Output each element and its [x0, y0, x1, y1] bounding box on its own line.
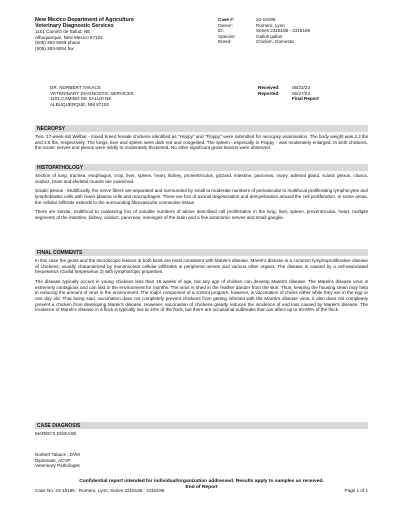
final-comments-section — [35, 249, 368, 313]
final-comments-text-2: The disease typically occurs in young chickens less than 16 weeks of age, but any age of chicken can develop Marek's disease. The Marek's disease virus is extremely contagious and can last in the environment for months. The virus is shed in the feather dander from the skin. Thus, keeping the housing clean may help in reducing the amount of virus in the environment. The major component of a control program, however, is vaccination of chicks either while they are in the egg or one day old. That being said, vaccination does not completely prevent chickens from getting infected with the Marek's disease virus, it also does not completely prevent a chicken from developing Marek's disease. However, vaccination of chickens greatly reduces the incidence of and loss caused by Marek's disease. The incidence of Marek's disease in a flock is typically low at 10% of the flock, but there are occasional outbreaks that can affect up to 50-60% of the flock. — [35, 278, 368, 313]
necropsy-text: Two, 17-week-old Welbar - mixed breed female chickens identified as "Hoppy" and "Floppy" were submitted for necropsy examination. The body weight was 2.2 lbs and 2.6 lbs, respectively. The lungs, liver and spleen were dark red and congested. The spleen - especially in Floppy - was moderately enlarged. In both chickens, the sciatic nerves and plexus were mildly to moderately thickened. No other significant gross lesions were observed. — [35, 133, 368, 151]
footer-case-reference: Case No. 23-18195 - Romero, Lynn; Series 2318195 - 2318196 — [35, 488, 165, 493]
lab-fax: (505) 383-9294 fax — [35, 45, 74, 51]
breed-label: Breed: — [218, 39, 232, 44]
case-diagnosis-text: MAREK'S DISEASE — [35, 430, 77, 436]
client-address-2: ALBUQUERQUE, NM 87102 — [50, 102, 109, 108]
lab-name: New Mexico Department of Agriculture — [35, 17, 134, 23]
necropsy-section — [35, 125, 368, 151]
reported-label: Reported: — [258, 90, 280, 96]
final-comments-text-1: In this case the gross and the microscopic lesions in both birds are most consistent with Marek's disease. Marek's disease is a common lymphoproliferative disease of chickens, usually characterized by mononuclear cellular infiltrates in peripheral nerves and various other organs. The disease is caused by a cell-associated herpesvirus (Gallid herpesvirus 2) with lymphotropic properties. — [35, 257, 368, 275]
pathologist-title-1: Diplomate, ACVP — [35, 457, 71, 463]
case-number-value: 23-18195 — [256, 17, 276, 22]
pathologist-signature — [35, 452, 185, 469]
lab-unit: Veterinary Diagnostic Services — [35, 23, 114, 30]
histopathology-text-2: Sciatic plexus - Multifocally, the nerve fibers are separated and surrounded by small to moderate numbers of perivascular to multifocal proliferating lymphocytes and lymphoblastic cells with fewer plasma cells and macrophages. There are foci of axonal degeneration and demyelination around the cell proliferation. In some areas, the cellular infiltrate extends to the surrounding fibrovascular connective tissue. — [35, 188, 368, 205]
pathologist-title-2: Veterinary Pathologist — [35, 463, 80, 468]
final-comments-heading: FINAL COMMENTS — [35, 249, 368, 256]
histopathology-heading: HISTOPATHOLOGY — [35, 164, 368, 171]
case-diagnosis-section — [35, 422, 368, 437]
necropsy-heading: NECROPSY — [35, 125, 368, 132]
breed-value: Chicken, Domestic — [256, 39, 295, 44]
histopathology-text-1: Section of lung, trachea, esophagus, crop, liver, spleen, heart, kidney, proventriculus, gizzard, intestine, pancreas, ovary, adrenal gland, sciatic plexus, cloaca, oviduct, brain and skeletal muscle are examined. — [35, 172, 368, 184]
histopathology-section — [35, 164, 368, 221]
id-value: Series 2318195 - 2318196 — [256, 28, 311, 33]
species-value: Gallus gallus — [256, 33, 283, 39]
species-label: Species: — [218, 33, 236, 39]
lab-phone: (505) 383-9299 phone — [35, 40, 81, 46]
client-org: VETERINARY DIAGNOSTIC SERVICES — [50, 90, 134, 96]
report-dates — [258, 85, 368, 102]
reported-value: 06/27/23 — [292, 90, 310, 96]
histopathology-text-3: There are similar, multifocal to coalescing foci of variable numbers of above described cell proliferation in the lung, liver, spleen, proventriculus, heart, multiple segments of the intestine, kidney, oviduct, pancreas, meninges of the brain and a few autonomic nerves and small ganglia. — [35, 209, 368, 220]
client-address-1: 1101 CAMINO DE SALUD NE — [50, 96, 112, 102]
report-status: Final Report — [292, 96, 319, 101]
confidentiality-line: Confidential report intended for individual/organization addressed. Results apply to samples as received. — [79, 479, 324, 484]
owner-value: Romero, Lynn — [256, 22, 285, 28]
breed-row — [218, 39, 368, 45]
received-label: Received: — [258, 85, 280, 90]
lab-address-1: 1101 Camino de Salud, NE — [35, 29, 91, 35]
client-name: DR. NORBERT TAKACS — [50, 85, 101, 90]
id-label: ID: — [218, 28, 224, 33]
pathologist-name: Norbert Takacs , DVM — [35, 452, 80, 457]
client-address — [50, 85, 210, 108]
lab-header — [35, 17, 205, 51]
case-info — [218, 17, 368, 45]
case-diagnosis-heading: CASE DIAGNOSIS — [35, 422, 368, 429]
received-value: 06/22/23 — [292, 85, 310, 90]
footer-page-number: Page 1 of 1 — [344, 488, 368, 493]
owner-label: Owner: — [218, 22, 233, 28]
lab-address-2: Albuquerque, New Mexico 87102 — [35, 34, 103, 40]
end-of-report: End of Report — [185, 485, 218, 491]
case-number-label: Case #: — [218, 17, 235, 22]
